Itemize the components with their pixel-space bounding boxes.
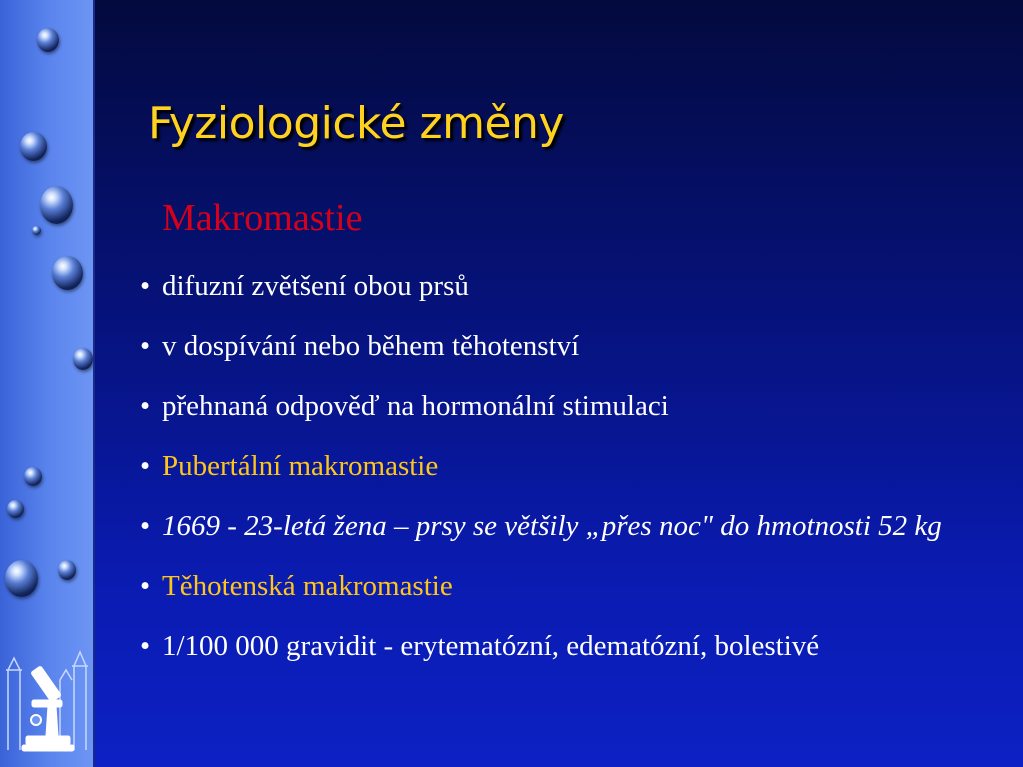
- bubble-icon: [32, 226, 41, 235]
- bullet-item: [140, 266, 1010, 306]
- bubble-icon: [52, 256, 83, 290]
- sidebar-divider: [93, 0, 95, 767]
- bubble-icon: [40, 186, 73, 224]
- bubble-icon: [20, 132, 47, 161]
- bubble-icon: [73, 348, 93, 370]
- bullet-text: 1/100 000 gravidit - erytematózní, edematózní, bolestivé: [162, 630, 820, 662]
- bullet-item: [140, 386, 1010, 426]
- sidebar-decoration: [0, 0, 95, 767]
- bubble-icon: [5, 560, 38, 597]
- bubble-icon: [58, 560, 76, 580]
- bubble-icon: [7, 500, 24, 518]
- bullet-item: [140, 626, 1010, 666]
- bullet-item: [140, 506, 1010, 546]
- microscope-icon: [2, 640, 92, 760]
- bullet-item: [140, 326, 1010, 366]
- bullet-text: přehnaná odpověď na hormonální stimulaci: [162, 390, 669, 422]
- bullet-heading-puberty: Pubertální makromastie: [162, 450, 439, 482]
- slide-title: Fyziologické změny: [148, 98, 564, 149]
- bullet-text: 1669 - 23-letá žena – prsy se většily „přes noc" do hmotnosti 52 kg: [162, 510, 942, 542]
- slide-subtitle: Makromastie: [162, 197, 363, 239]
- bullet-text: v dospívání nebo během těhotenství: [162, 330, 580, 362]
- bubble-icon: [24, 467, 42, 486]
- bullet-item: [140, 446, 1010, 486]
- bullet-text: difuzní zvětšení obou prsů: [162, 270, 469, 302]
- bullet-item: [140, 566, 1010, 606]
- bullet-list: [140, 266, 1010, 666]
- bubble-icon: [37, 28, 59, 52]
- bullet-heading-pregnancy: Těhotenská makromastie: [162, 570, 453, 602]
